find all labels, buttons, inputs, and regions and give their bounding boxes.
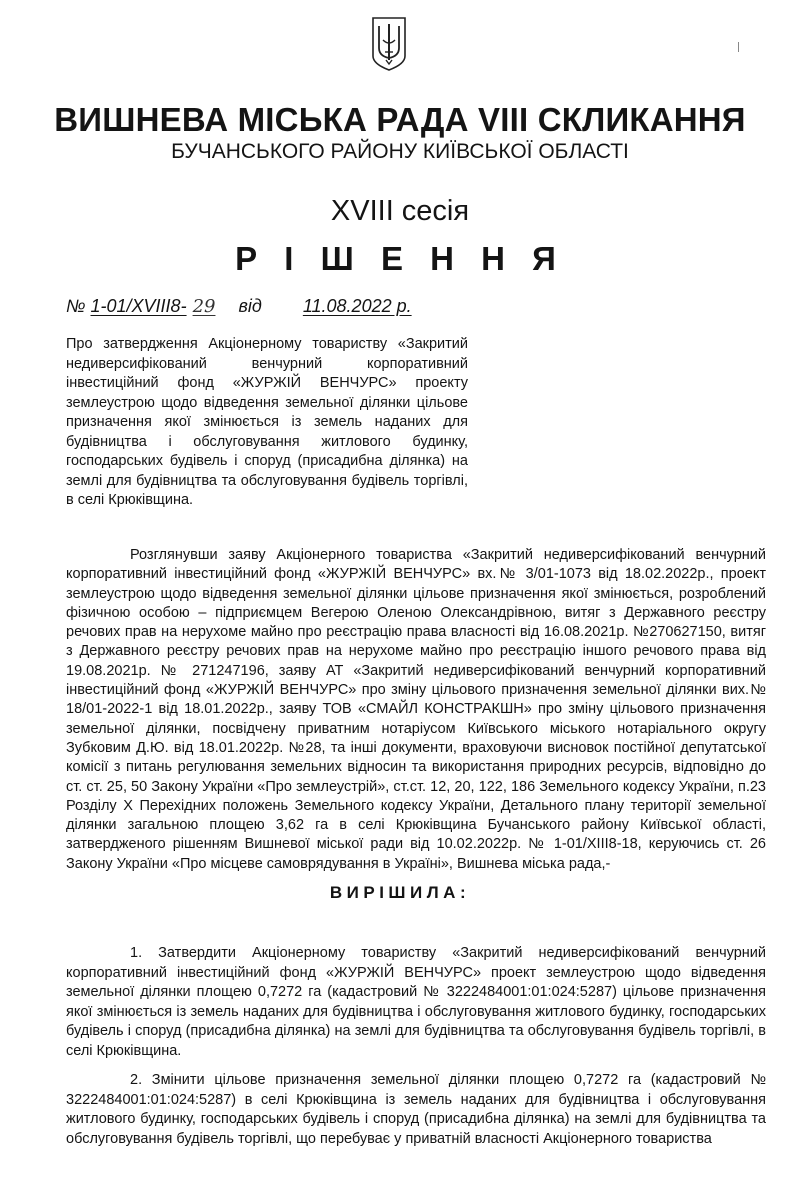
document-number: 1-01/XVIII8- [90, 296, 187, 316]
resolved-heading: ВИРІШИЛА: [329, 883, 471, 902]
council-subtitle: БУЧАНСЬКОГО РАЙОНУ КИЇВСЬКОЇ ОБЛАСТІ [171, 140, 629, 163]
from-label: від [238, 296, 262, 316]
document-type-heading: Р І Ш Е Н Н Я [235, 240, 565, 277]
council-title: ВИШНЕВА МІСЬКА РАДА VIII СКЛИКАННЯ [54, 101, 746, 138]
ukraine-trident-icon [371, 16, 407, 72]
handwritten-number: 29 [192, 296, 216, 317]
document-number-line [66, 296, 412, 317]
number-sign: № [66, 296, 86, 316]
decision-subject: Про затвердження Акціонерному товариству «Закритий недиверсифікований венчурний корпоративний інвестиційний фонд «ЖУРЖІЙ ВЕНЧУРС» проекту землеустрою щодо відведення земельної ділянки цільове призначення якої змінюється із земель наданих для будівництва і обслуговування житлового будинку, господарських будівель і споруд (присадибна ділянка) на землі для будівництва та обслуговування будівель торгівлі, в селі Крюківщина. [66, 336, 468, 508]
decision-item: 2. Змінити цільове призначення земельної ділянки площею 0,7272 га (кадастровий № 3222484001:01:024:5287) в селі Крюківщина із земель наданих для будівництва і обслуговування житлового будинку, господарських будівель і споруд (присадибна ділянка) на землі для будівництва та обслуговування будівель торгівлі, що перебуває у приватній власності Акціонерного товариства [66, 1072, 766, 1147]
decision-item: 1. Затвердити Акціонерному товариству «Закритий недиверсифікований венчурний корпоративний інвестиційний фонд «ЖУРЖІЙ ВЕНЧУРС» проект землеустрою щодо відведення земельної ділянки площею 0,7272 га (кадастровий № 3222484001:01:024:5287) цільове призначення якої змінюється із земель наданих для будівництва і обслуговування житлового будинку, господарських будівель і споруд (присадибна ділянка) на землі для будівництва та обслуговування будівель торгівлі, в селі Крюківщина. [66, 945, 766, 1059]
preamble-paragraph: Розглянувши заяву Акціонерного товариства «Закритий недиверсифікований венчурний корпоративний інвестиційний фонд «ЖУРЖІЙ ВЕНЧУРС» вх.№ 3/01-1073 від 18.02.2022р., проект землеустрою щодо відведення земельної ділянки цільове призначення якої змінюється, розроблений фізичною особою – підприємцем Вегерою Оленою Олександрівною, витяг з Державного реєстру речових прав на нерухоме майно про реєстрацію права власності від 16.08.2021р. №270627150, витяг з Державного реєстру речових прав на нерухоме майно про реєстрацію іншого речового права від 19.08.2021р. № 271247196, заяву АТ «Закритий недиверсифікований венчурний корпоративний інвестиційний фонд «ЖУРЖІЙ ВЕНЧУРС» про зміну цільового призначення земельної ділянки вих.№ 18/01-2022-1 від 18.01.2022р., заяву ТОВ «СМАЙЛ КОНСТРАКШН» про зміну цільового призначення земельної ділянки, посвідчену приватним нотаріусом Київського міського нотаріального округу Зубковим Д.Ю. від 18.01.2022р. №28, та інші документи, враховуючи висновок постійної депутатської комісії з питань регулювання земельних відносин та використання природних ресурсів, відповідно до ст. ст. 25, 50 Закону України «Про землеустрій», ст.ст. 12, 20, 122, 186 Земельного кодексу України, п.23 Розділу X Перехідних положень Земельного кодексу України, Детального плану території земельної ділянки загальною площею 3,62 га в селі Крюківщина Бучанського району Київської області, затвердженого рішенням Вишневої міської ради від 10.02.2022р. № 1-01/XIII8-18, керуючись ст. 26 Закону України «Про місцеве самоврядування в Україні», Вишнева міська рада,- [66, 547, 766, 872]
scan-mark [738, 42, 739, 52]
document-date: 11.08.2022 р. [302, 296, 412, 316]
session-label: XVIII сесія [330, 195, 470, 227]
